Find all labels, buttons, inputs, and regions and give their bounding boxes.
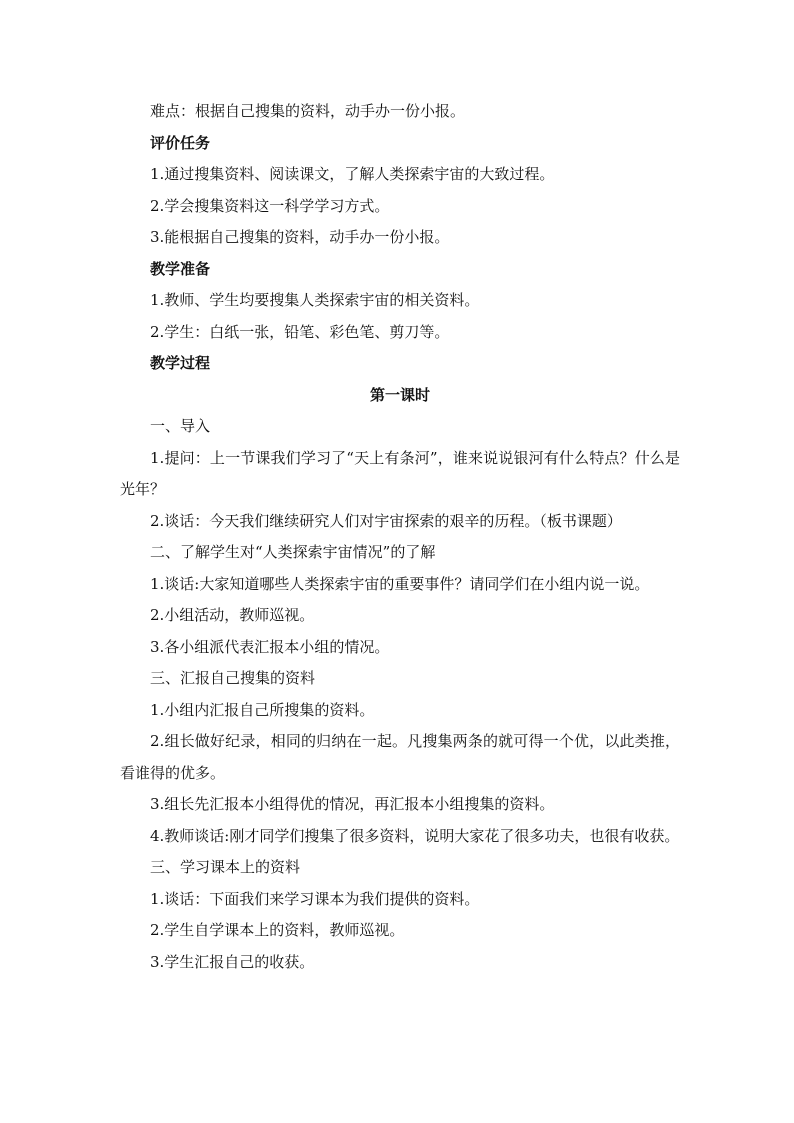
report-item-2: 2.组长做好纪录，相同的归纳在一起。凡搜集两条的就可得一个优，以此类推，看谁得的优多。	[120, 732, 680, 782]
difficulty-line: 难点：根据自己搜集的资料，动手办一份小报。	[150, 102, 466, 120]
part-heading-understanding: 二、了解学生对“人类探索宇宙情况”的了解	[150, 543, 436, 561]
report-item-1: 1.小组内汇报自己所搜集的资料。	[150, 700, 375, 719]
intro-item-1: 1.提问：上一节课我们学习了“天上有条河”，谁来说说银河有什么特点？什么是光年？	[120, 448, 680, 498]
document-page	[120, 96, 680, 978]
report-item-4: 4.教师谈话:刚才同学们搜集了很多资料，说明大家花了很多功夫，也很有收获。	[150, 826, 680, 845]
section-heading-preparation: 教学准备	[150, 259, 211, 278]
part-heading-intro: 一、导入	[150, 417, 211, 435]
textbook-item-2: 2.学生自学课本上的资料，教师巡视。	[150, 921, 405, 939]
understanding-item-2: 2.小组活动，教师巡视。	[150, 606, 315, 624]
section-heading-evaluation: 评价任务	[150, 133, 211, 152]
report-item-3: 3.组长先汇报本小组得优的情况，再汇报本小组搜集的资料。	[150, 795, 555, 813]
textbook-item-3: 3.学生汇报自己的收获。	[150, 952, 315, 971]
preparation-item-1: 1.教师、学生均要搜集人类探索宇宙的相关资料。	[150, 291, 480, 309]
understanding-item-1: 1.谈话:大家知道哪些人类探索宇宙的重要事件？请同学们在小组内说一说。	[150, 574, 650, 593]
understanding-item-3: 3.各小组派代表汇报本小组的情况。	[150, 637, 390, 656]
evaluation-item-2: 2.学会搜集资料这一科学学习方式。	[150, 196, 390, 215]
intro-item-2: 2.谈话：今天我们继续研究人们对宇宙探索的艰辛的历程。（板书课题）	[150, 511, 622, 530]
preparation-item-2: 2.学生：白纸一张，铅笔、彩色笔、剪刀等。	[150, 322, 450, 341]
section-heading-process: 教学过程	[150, 354, 211, 372]
part-heading-report: 三、汇报自己搜集的资料	[150, 669, 316, 687]
evaluation-item-1: 1.通过搜集资料、阅读课文，了解人类探索宇宙的大致过程。	[150, 165, 555, 183]
lesson-title: 第一课时	[369, 385, 430, 404]
textbook-item-1: 1.谈话：下面我们来学习课本为我们提供的资料。	[150, 889, 480, 908]
part-heading-textbook: 三、学习课本上的资料	[150, 858, 301, 876]
evaluation-item-3: 3.能根据自己搜集的资料，动手办一份小报。	[150, 228, 450, 246]
